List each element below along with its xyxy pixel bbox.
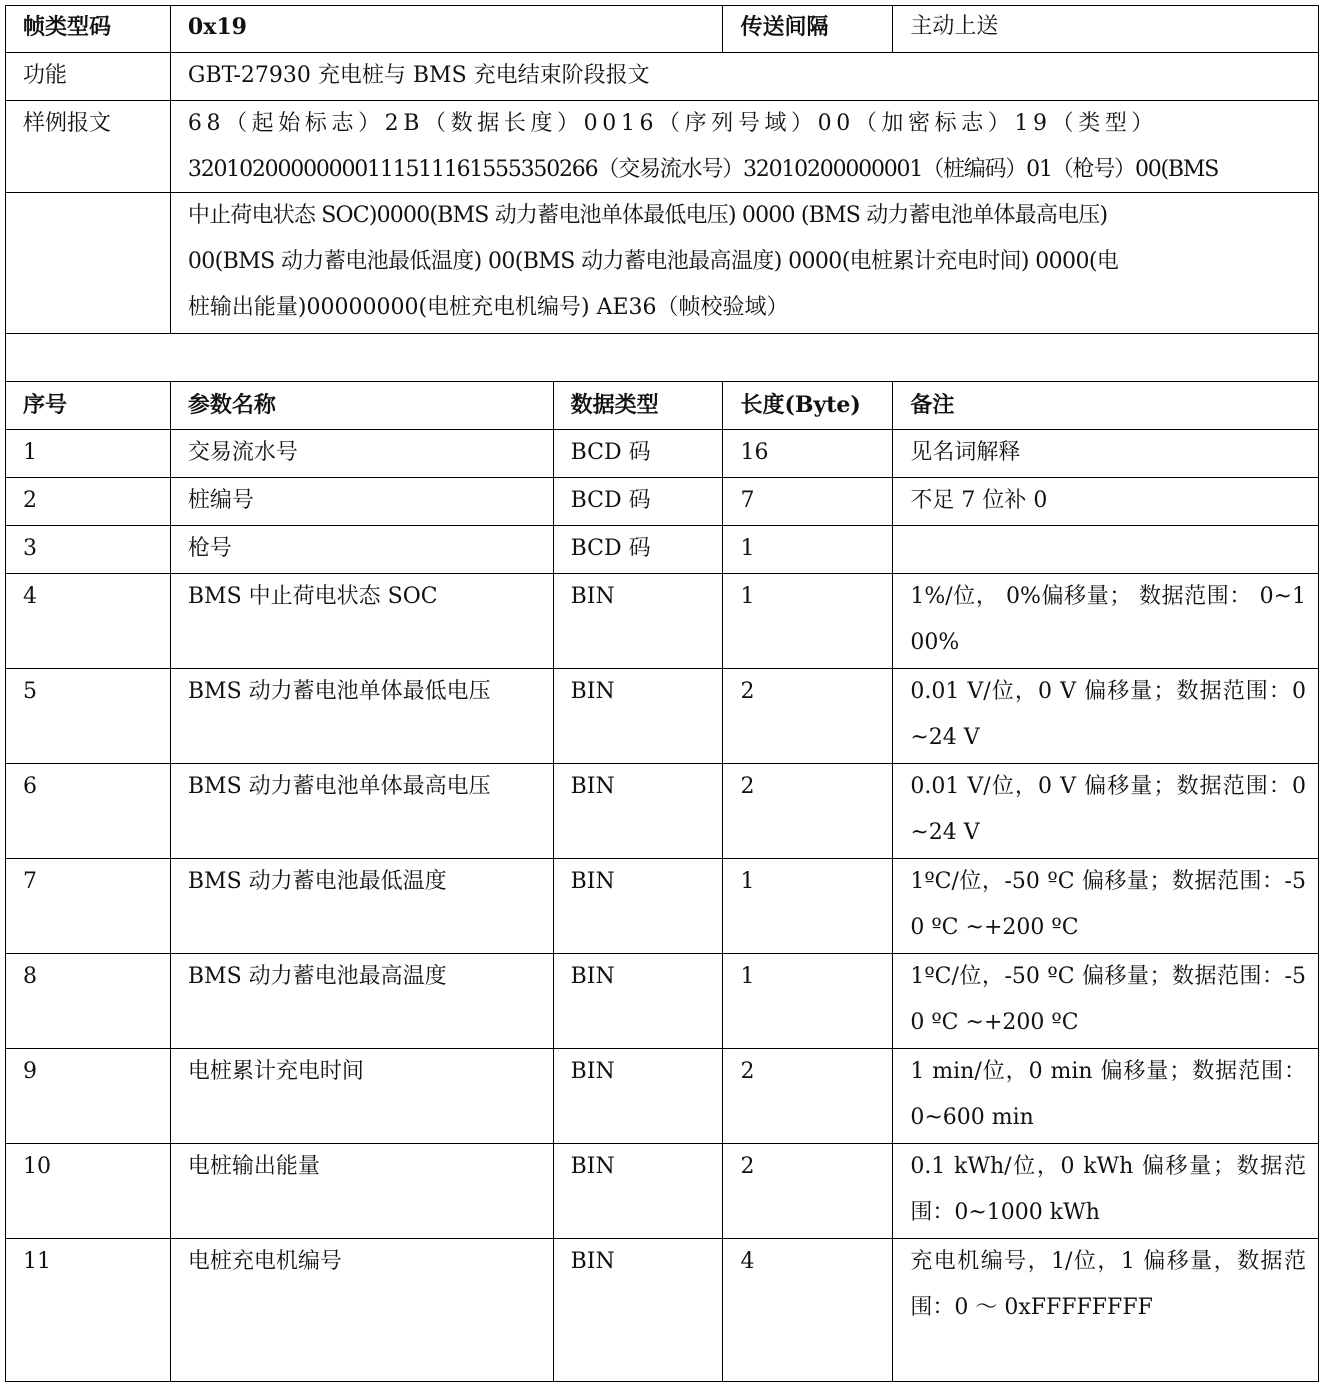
col-seq: 序号 — [6, 382, 171, 430]
row-seq: 2 — [6, 478, 171, 526]
col-name: 参数名称 — [171, 382, 554, 430]
function-label: 功能 — [6, 53, 171, 101]
table-row — [5, 1239, 1319, 1382]
row-column-headers — [5, 382, 1319, 430]
row-remark: 1ºC/位，-50 ºC 偏移量；数据范围：-50 ºC ~+200 ºC — [893, 859, 1319, 954]
row-name: BMS 中止荷电状态 SOC — [171, 574, 554, 669]
row-name: BMS 动力蓄电池最低温度 — [171, 859, 554, 954]
row-name: 交易流水号 — [171, 430, 554, 478]
table-row — [5, 1049, 1319, 1144]
row-seq: 1 — [6, 430, 171, 478]
row-name: 桩编号 — [171, 478, 554, 526]
row-seq: 8 — [6, 954, 171, 1049]
sample-line-3: 中止荷电状态 SOC)0000(BMS 动力蓄电池单体最低电压) 0000 (BMS 动力蓄电池单体最高电压) — [187, 203, 1108, 228]
row-function — [5, 53, 1319, 101]
frame-spec-grid — [5, 5, 1319, 1382]
row-type: BIN — [554, 1239, 724, 1382]
row-type: BIN — [554, 764, 724, 859]
table-row — [5, 669, 1319, 764]
row-name: 枪号 — [171, 526, 554, 574]
sample-value-part1 — [171, 101, 1319, 193]
row-length: 1 — [723, 859, 893, 954]
table-row — [5, 859, 1319, 954]
row-type: BIN — [554, 669, 724, 764]
row-length: 16 — [723, 430, 893, 478]
sample-value-part2 — [171, 193, 1319, 334]
row-remark: 0.01 V/位，0 V 偏移量；数据范围：0 ~24 V — [893, 764, 1319, 859]
row-length: 7 — [723, 478, 893, 526]
frame-type-label: 帧类型码 — [6, 5, 171, 53]
row-remark: 0.01 V/位，0 V 偏移量；数据范围：0 ~24 V — [893, 669, 1319, 764]
table-row — [5, 764, 1319, 859]
interval-value: 主动上送 — [893, 5, 1319, 53]
row-type: BIN — [554, 574, 724, 669]
frame-type-value: 0x19 — [171, 5, 724, 53]
row-name: BMS 动力蓄电池单体最高电压 — [171, 764, 554, 859]
row-spacer — [5, 334, 1319, 382]
spacer-cell — [6, 334, 1319, 382]
row-seq: 3 — [6, 526, 171, 574]
row-frame-type — [5, 5, 1319, 53]
row-seq: 6 — [6, 764, 171, 859]
row-remark: 不足 7 位补 0 — [893, 478, 1319, 526]
row-name: BMS 动力蓄电池单体最低电压 — [171, 669, 554, 764]
row-seq: 5 — [6, 669, 171, 764]
row-remark: 充电机编号，1/位，1 偏移量，数据范围：0 ～ 0xFFFFFFFF — [893, 1239, 1319, 1382]
row-remark: 1%/位， 0%偏移量； 数据范围： 0~100% — [893, 574, 1319, 669]
row-sample-2 — [5, 193, 1319, 334]
table-row — [5, 526, 1319, 574]
row-seq: 10 — [6, 1144, 171, 1239]
row-type: BIN — [554, 954, 724, 1049]
interval-label: 传送间隔 — [723, 5, 893, 53]
row-length: 2 — [723, 1049, 893, 1144]
row-seq: 9 — [6, 1049, 171, 1144]
row-seq: 4 — [6, 574, 171, 669]
row-name: BMS 动力蓄电池最高温度 — [171, 954, 554, 1049]
sample-line-1: 68（起始标志）2B（数据长度）0016（序列号域）00（加密标志）19（类型） — [187, 111, 1159, 136]
row-remark: 1 min/位，0 min 偏移量；数据范围：0~600 min — [893, 1049, 1319, 1144]
sample-line-4: 00(BMS 动力蓄电池最低温度) 00(BMS 动力蓄电池最高温度) 0000(电桩累计充电时间) 0000(电 — [187, 249, 1119, 274]
sample-line-2: 32010200000000111511161555350266（交易流水号）32010200000001（桩编码）01（枪号）00(BMS — [187, 157, 1219, 182]
table-row — [5, 1144, 1319, 1239]
col-length: 长度(Byte) — [723, 382, 893, 430]
table-row — [5, 478, 1319, 526]
row-length: 4 — [723, 1239, 893, 1382]
row-length: 1 — [723, 526, 893, 574]
row-type: BCD 码 — [554, 526, 724, 574]
col-remark: 备注 — [893, 382, 1319, 430]
row-length: 1 — [723, 574, 893, 669]
col-type: 数据类型 — [554, 382, 724, 430]
sample-line-5: 桩输出能量)00000000(电桩充电机编号) AE36（帧校验域） — [187, 295, 789, 320]
sample-label-empty — [6, 193, 171, 334]
table-row — [5, 430, 1319, 478]
row-length: 1 — [723, 954, 893, 1049]
row-sample-1 — [5, 101, 1319, 193]
row-remark — [893, 526, 1319, 574]
row-type: BIN — [554, 1049, 724, 1144]
table-row — [5, 954, 1319, 1049]
row-remark: 见名词解释 — [893, 430, 1319, 478]
row-name: 电桩输出能量 — [171, 1144, 554, 1239]
row-remark: 0.1 kWh/位，0 kWh 偏移量；数据范围：0~1000 kWh — [893, 1144, 1319, 1239]
row-seq: 11 — [6, 1239, 171, 1382]
row-type: BIN — [554, 859, 724, 954]
row-seq: 7 — [6, 859, 171, 954]
row-remark: 1ºC/位，-50 ºC 偏移量；数据范围：-50 ºC ~+200 ºC — [893, 954, 1319, 1049]
row-type: BCD 码 — [554, 430, 724, 478]
function-value: GBT-27930 充电桩与 BMS 充电结束阶段报文 — [171, 53, 1319, 101]
row-type: BCD 码 — [554, 478, 724, 526]
row-type: BIN — [554, 1144, 724, 1239]
table-row — [5, 574, 1319, 669]
row-name: 电桩累计充电时间 — [171, 1049, 554, 1144]
parameter-rows — [5, 430, 1319, 1382]
row-length: 2 — [723, 1144, 893, 1239]
row-length: 2 — [723, 764, 893, 859]
row-length: 2 — [723, 669, 893, 764]
sample-label: 样例报文 — [6, 101, 171, 193]
row-name: 电桩充电机编号 — [171, 1239, 554, 1382]
